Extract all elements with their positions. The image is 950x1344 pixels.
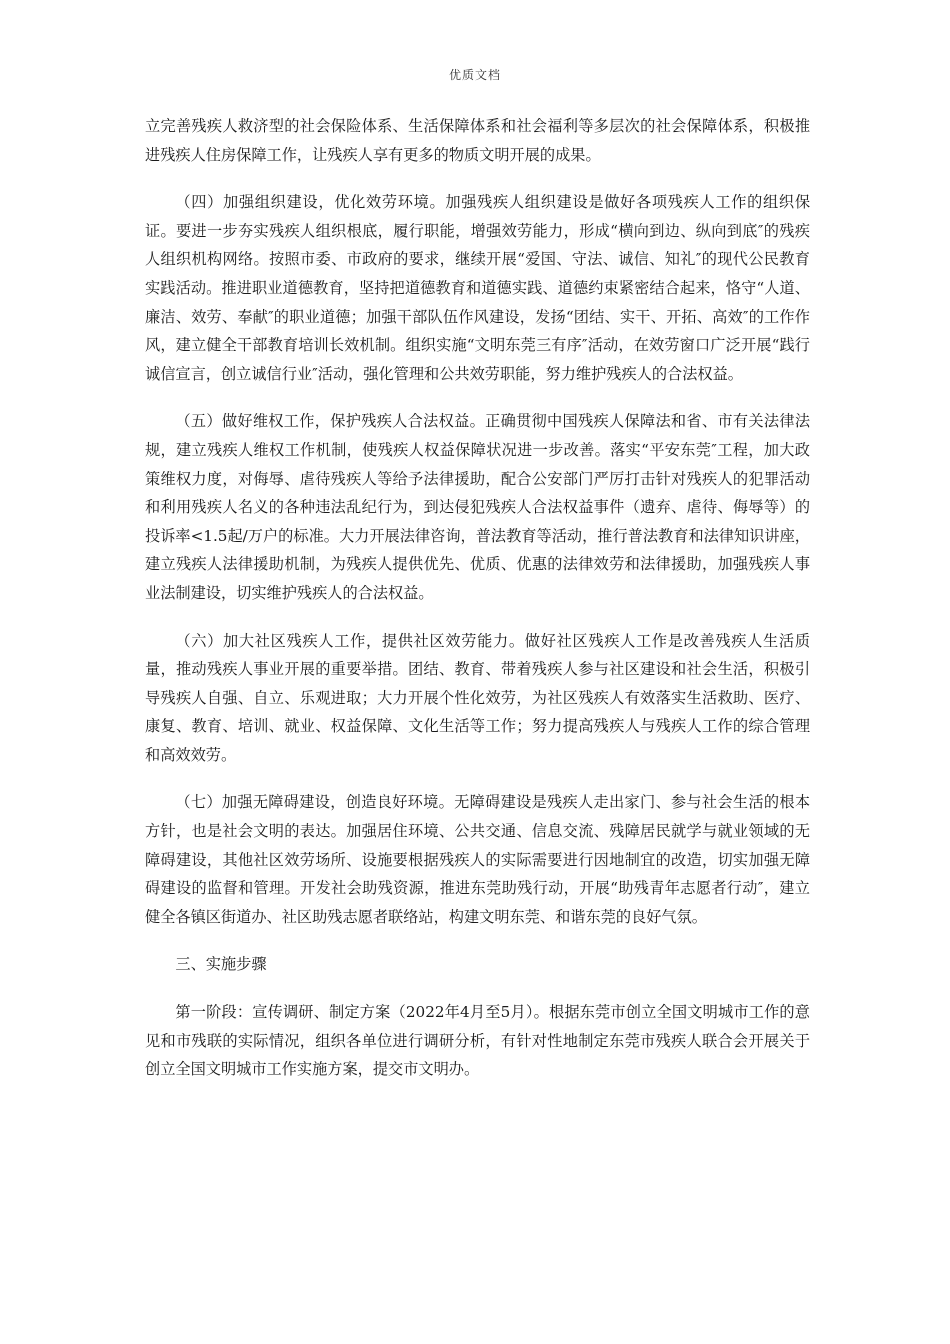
paragraph-section-4: （四）加强组织建设，优化效劳环境。加强残疾人组织建设是做好各项残疾人工作的组织保证。要进一步夯实残疾人组织根底，履行职能，增强效劳能力，形成“横向到边、纵向到底″的残疾人组织机构网络。按照市委、市政府的要求，继续开展“爱国、守法、诚信、知礼″的现代公民教育实践活动。推进职业道德教育，坚持把道德教育和道德实践、道德约束紧密结合起来，恪守“人道、廉洁、效劳、奉献″的职业道德；加强干部队伍作风建设，发扬“团结、实干、开拓、高效″的工作作风，建立健全干部教育培训长效机制。组织实施“文明东莞三有序″活动，在效劳窗口广泛开展“践行诚信宣言，创立诚信行业″活动，强化管理和公共效劳职能，努力维护残疾人的合法权益。 xyxy=(145,193,810,383)
document-body xyxy=(145,112,810,1103)
paragraph-phase-1: 第一阶段：宣传调研、制定方案（2022年4月至5月）。根据东莞市创立全国文明城市工作的意见和市残联的实际情况，组织各单位进行调研分析，有针对性地制定东莞市残疾人联合会开展关于创立全国文明城市工作实施方案，提交市文明办。 xyxy=(145,1003,810,1079)
paragraph-section-7: （七）加强无障碍建设，创造良好环境。无障碍建设是残疾人走出家门、参与社会生活的根本方针，也是社会文明的表达。加强居住环境、公共交通、信息交流、残障居民就学与就业领域的无障碍建设，其他社区效劳场所、设施要根据残疾人的实际需要进行因地制宜的改造，切实加强无障碍建设的监督和管理。开发社会助残资源，推进东莞助残行动，开展“助残青年志愿者行动″，建立健全各镇区街道办、社区助残志愿者联络站，构建文明东莞、和谐东莞的良好气氛。 xyxy=(145,793,810,926)
paragraph-section-5: （五）做好维权工作，保护残疾人合法权益。正确贯彻中国残疾人保障法和省、市有关法律法规，建立残疾人维权工作机制，使残疾人权益保障状况进一步改善。落实“平安东莞″工程，加大政策维权力度，对侮辱、虐待残疾人等给予法律援助，配合公安部门严厉打击针对残疾人的犯罪活动和利用残疾人名义的各种违法乱纪行为，到达侵犯残疾人合法权益事件（遗弃、虐待、侮辱等）的投诉率<1.5起/万户的标准。大力开展法律咨询，普法教育等活动，推行普法教育和法律知识讲座，建立残疾人法律援助机制，为残疾人提供优先、优质、优惠的法律效劳和法律援助，加强残疾人事业法制建设，切实维护残疾人的合法权益。 xyxy=(145,412,810,602)
section-heading-implementation-steps: 三、实施步骤 xyxy=(175,955,267,974)
paragraph-section-6: （六）加大社区残疾人工作，提供社区效劳能力。做好社区残疾人工作是改善残疾人生活质量，推动残疾人事业开展的重要举措。团结、教育、带着残疾人参与社区建设和社会生活，积极引导残疾人自强、自立、乐观进取；大力开展个性化效劳，为社区残疾人有效落实生活救助、医疗、康复、教育、培训、就业、权益保障、文化生活等工作；努力提高残疾人与残疾人工作的综合管理和高效效劳。 xyxy=(145,631,810,764)
paragraph-continuation: 立完善残疾人救济型的社会保险体系、生活保障体系和社会福利等多层次的社会保障体系，积极推进残疾人住房保障工作，让残疾人享有更多的物质文明开展的成果。 xyxy=(145,117,810,164)
page-header: 优质文档 xyxy=(448,68,501,82)
